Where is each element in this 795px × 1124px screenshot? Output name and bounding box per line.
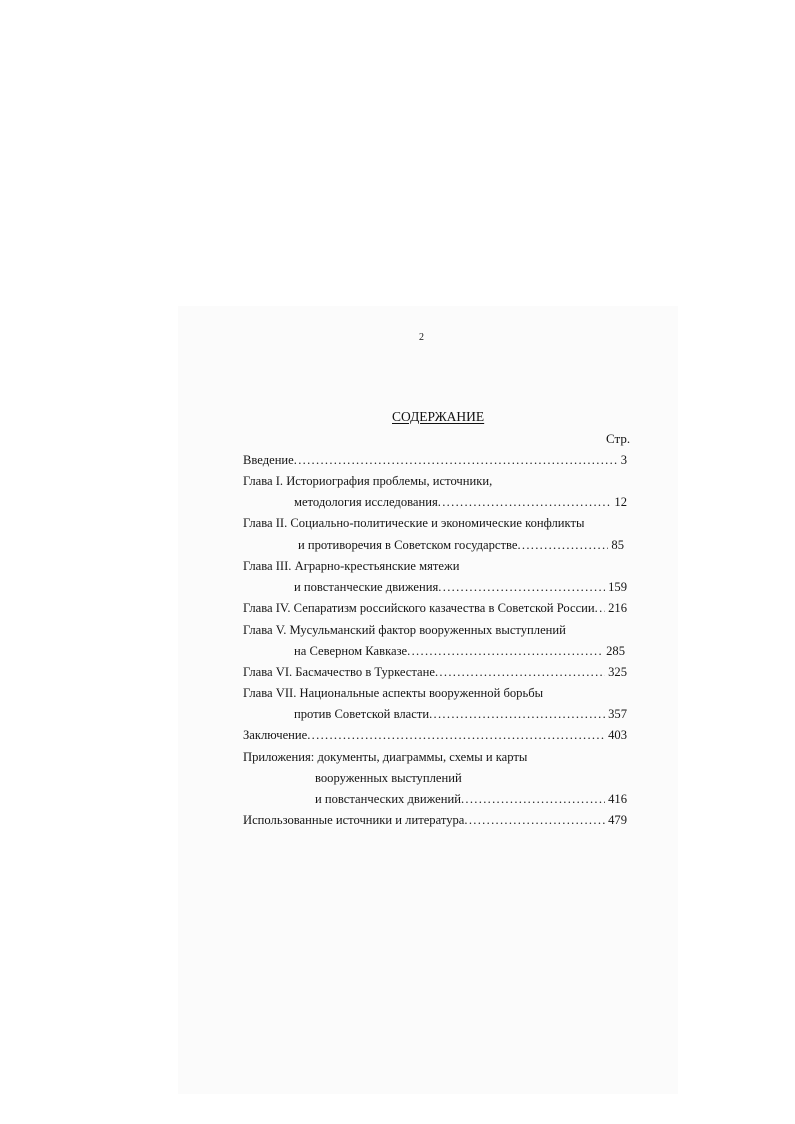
- leader-dots: [294, 452, 618, 469]
- toc-entry-title: на Северном Кавказе: [294, 644, 408, 658]
- toc-entry-chapter-7-line2: [294, 706, 627, 723]
- toc-entry-title: Заключение: [243, 728, 308, 742]
- toc-entry-page: 416: [608, 792, 627, 806]
- leader-dots: [595, 600, 605, 617]
- toc-entry-sources: [243, 812, 627, 829]
- toc-entry-title: и повстанческих движений: [315, 792, 461, 806]
- leader-dots: [461, 791, 605, 808]
- page-title: СОДЕРЖАНИЕ: [392, 409, 485, 424]
- toc-entry-title: против Советской власти: [294, 707, 430, 721]
- toc-entry-title: и противоречия в Советском государстве: [298, 538, 518, 552]
- toc-entry-title: Глава VI. Басмачество в Туркестане: [243, 665, 435, 679]
- toc-entry-page: 3: [620, 453, 627, 467]
- toc-entry-title: Глава IV. Сепаратизм российского казачества в Советской России: [243, 601, 595, 615]
- toc-entry-chapter-3-line1: Глава III. Аграрно-крестьянские мятежи: [243, 559, 460, 573]
- page-number: 2: [419, 332, 424, 343]
- toc-entry-chapter-1-line1: Глава I. Историография проблемы, источники,: [243, 474, 493, 488]
- toc-entry-page: 357: [608, 707, 627, 721]
- toc-entry-page: 12: [614, 495, 627, 509]
- toc-entry-chapter-2-line1: Глава II. Социально-политические и экономические конфликты: [243, 516, 585, 530]
- toc-entry-chapter-7-line1: Глава VII. Национальные аспекты вооруженной борьбы: [243, 686, 544, 700]
- leader-dots: [307, 727, 605, 744]
- toc-entry-title: Введение: [243, 453, 294, 467]
- page-column-header: Стр.: [606, 431, 631, 446]
- toc-entry-introduction: [243, 452, 627, 469]
- leader-dots: [438, 494, 612, 511]
- toc-entry-title: методология исследования: [294, 495, 438, 509]
- leader-dots: [429, 706, 605, 723]
- toc-entry-chapter-3-line2: [294, 579, 627, 596]
- toc-entry-page: 159: [608, 580, 627, 594]
- toc-entry-chapter-5-line2: [294, 643, 625, 660]
- toc-entry-chapter-5-line1: Глава V. Мусульманский фактор вооруженных выступлений: [243, 623, 566, 637]
- leader-dots: [438, 579, 605, 596]
- toc-entry-chapter-1-line2: [294, 494, 627, 511]
- toc-entry-appendix-line1: Приложения: документы, диаграммы, схемы и карты: [243, 750, 528, 764]
- toc-entry-chapter-4: [243, 600, 627, 617]
- toc-entry-chapter-2-line2: [298, 537, 624, 554]
- toc-entry-page: 325: [608, 665, 627, 679]
- toc-entry-page: 285: [606, 644, 625, 658]
- toc-entry-appendix-line3: [315, 791, 627, 808]
- toc-entry-page: 216: [608, 601, 627, 615]
- toc-entry-title: и повстанческие движения: [294, 580, 439, 594]
- toc-entry-appendix-line2: вооруженных выступлений: [315, 771, 462, 785]
- leader-dots: [435, 664, 605, 681]
- leader-dots: [407, 643, 603, 660]
- toc-entry-page: 403: [608, 728, 627, 742]
- toc-entry-title: Использованные источники и литература: [243, 813, 465, 827]
- leader-dots: [517, 537, 608, 554]
- toc-entry-page: 85: [611, 538, 624, 552]
- toc-entry-chapter-6: [243, 664, 627, 681]
- toc-entry-page: 479: [608, 813, 627, 827]
- leader-dots: [464, 812, 605, 829]
- toc-entry-conclusion: [243, 727, 627, 744]
